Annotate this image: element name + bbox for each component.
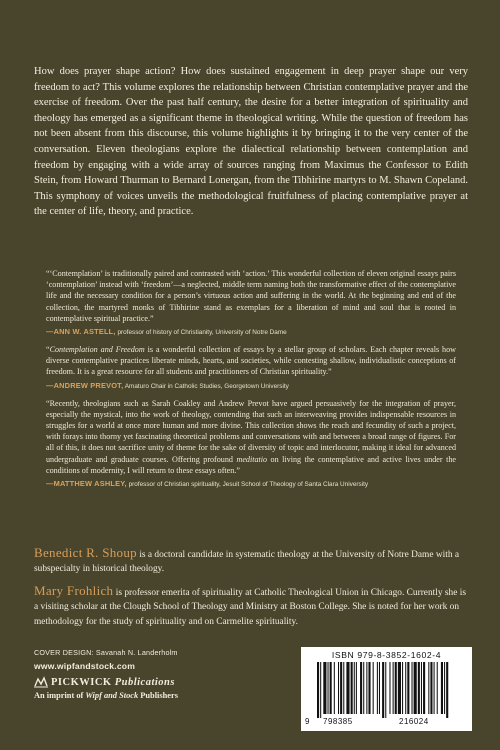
editor-name: Mary Frohlich bbox=[34, 582, 114, 598]
barcode-bar bbox=[366, 662, 367, 714]
endorsement-astell bbox=[46, 268, 456, 336]
barcode-bar bbox=[368, 662, 370, 714]
publisher-logo bbox=[34, 676, 254, 688]
barcode-bar bbox=[377, 662, 378, 714]
endorser-name: —MATTHEW ASHLEY, bbox=[46, 479, 127, 489]
barcode-bar bbox=[373, 662, 374, 714]
editor-bios bbox=[34, 546, 470, 636]
barcode-bar bbox=[334, 662, 335, 714]
barcode-bar bbox=[320, 662, 321, 718]
endorsement-text: “‘Contemplation’ is traditionally paired and contrasted with ‘action.’ This wonderful collection of eleven original essays pairs ‘contemplation’ instead with ‘freedom’—a neglected, middle term naming both the transformative effect of the contemplative life and the necessary condition for a person’s virtuous action and suffering in the world. At the beginning and end of the collection, the martyred monks of Tibhirine stand as exemplars for a liberation of mind and soul that is rooted in contemplative spiritual practice.” bbox=[46, 269, 456, 323]
barcode-bar bbox=[354, 662, 355, 714]
barcode-bar bbox=[338, 662, 339, 714]
barcode-bar bbox=[423, 662, 425, 714]
barcode-bar bbox=[343, 662, 344, 714]
publisher-name: PICKWICK Publications bbox=[51, 676, 175, 688]
endorser-name: —ANDREW PREVOT, bbox=[46, 380, 124, 390]
meditatio-italic: meditatio bbox=[236, 454, 268, 464]
barcode-bar bbox=[434, 662, 435, 714]
barcode-bar bbox=[363, 662, 364, 714]
bio-frohlich: Mary Frohlich is professor emerita of spirituality at Catholic Theological Union in Chicago. Currently she is a visiting scholar at the Clough School of Theology and Ministry at Boston College. She is noted for her work on methodology for the study of spirituality and on Carmelite spirituality. bbox=[34, 582, 466, 627]
barcode-bar bbox=[405, 662, 406, 714]
barcode-bar bbox=[328, 662, 329, 714]
endorsement-prevot bbox=[46, 344, 456, 390]
endorsement-text: “Contemplation and Freedom is a wonderful collection of essays by a stellar group of scholars. Each chapter reveals how diverse contemplative practices liberate minds, hearts, and societies, while contesting shallow, individualistic conceptions of freedom. It is a great resource for all students and practitioners of Christian spirituality.” bbox=[46, 345, 456, 377]
endorsement-attribution bbox=[46, 327, 456, 336]
pickwick-logo-icon bbox=[34, 676, 48, 688]
barcode-bar bbox=[389, 662, 390, 714]
endorser-title: professor of history of Christianity, University of Notre Dame bbox=[117, 329, 287, 337]
barcode-digits-left: 798385 bbox=[323, 717, 353, 726]
barcode-bar bbox=[360, 662, 362, 714]
barcode-bar bbox=[393, 662, 394, 714]
barcode-digits-right: 216024 bbox=[399, 717, 429, 726]
website-link[interactable]: www.wipfandstock.com bbox=[34, 661, 136, 671]
endorsement-text: “Recently, theologians such as Sarah Coakley and Andrew Prevot have argued persuasively for the integration of prayer, especially the mystical, into the work of theology, contending that such an interweaving provides indispensable resources in struggles for a world at once more human and more divine. This collection shows the reach and fecundity of such a project, with forays into thorny yet fascinating theoretical problems and conversations with and between a broad range of figures. For all of this, it does not sacrifice unity of theme for the sake of diversity of topic and interlocutor, making it ideal for advanced undergraduate and graduate courses. Offering profound meditatio on living the contemplative and active lives under the conditions of modernity, I will return to these essays often.” bbox=[46, 398, 456, 475]
imprint-line: An imprint of Wipf and Stock Publishers bbox=[34, 691, 178, 700]
barcode-bars bbox=[307, 662, 466, 718]
barcode-bar bbox=[428, 662, 429, 714]
editor-name: Benedict R. Shoup bbox=[34, 545, 137, 560]
barcode-bar bbox=[412, 662, 413, 714]
endorser-name: —ANN W. ASTELL, bbox=[46, 327, 116, 337]
barcode-bar bbox=[317, 662, 319, 718]
barcode-bar bbox=[446, 662, 448, 718]
barcode-bar bbox=[430, 662, 432, 714]
barcode-bar bbox=[407, 662, 409, 714]
endorsement-ashley bbox=[46, 398, 456, 488]
barcode-bar bbox=[398, 662, 401, 714]
barcode-bar bbox=[395, 662, 397, 714]
barcode-bar bbox=[444, 662, 445, 714]
isbn-label: ISBN 979-8-3852-1602-4 bbox=[331, 650, 442, 660]
barcode-bar bbox=[421, 662, 422, 714]
publisher-credits bbox=[34, 648, 254, 700]
barcode-bar bbox=[385, 662, 386, 718]
endorsement-attribution bbox=[46, 479, 456, 488]
barcode-bar bbox=[441, 662, 443, 714]
endorsements bbox=[46, 268, 456, 496]
barcode-bar bbox=[356, 662, 357, 714]
endorser-title: professor of Christian spirituality, Jesuit School of Theology of Santa Clara University bbox=[128, 481, 369, 489]
book-title-italic: Contemplation and Freedom bbox=[49, 345, 145, 355]
endorsement-attribution bbox=[46, 381, 456, 390]
barcode-bar bbox=[382, 662, 384, 718]
barcode-bar bbox=[351, 662, 353, 714]
barcode-bar bbox=[414, 662, 417, 714]
isbn-barcode bbox=[301, 647, 472, 731]
barcode-bar bbox=[418, 662, 420, 714]
endorser-title: Amaturo Chair in Catholic Studies, Georgetown University bbox=[124, 382, 289, 390]
barcode-bar bbox=[346, 662, 349, 714]
barcode-digit-first: 9 bbox=[305, 717, 310, 726]
barcode-bar bbox=[340, 662, 342, 714]
book-description: How does prayer shape action? How does sustained engagement in deep prayer shape our very freedom to act? This volume explores the relationship between Christian contemplative prayer and the exercise of freedom. Over the past half century, the desire for a better integration of spirituality and theology has emerged as a significant theme in theological writing. While the question of freedom has not been absent from this discourse, this volume highlights it by bringing it to the very center of the conversation. Eleven theologians explore the dialectical relationship between contemplation and freedom by engaging with a wide array of sources ranging from Maximus the Confessor to Edith Stein, from Howard Thurman to Bernard Lonergan, from the Tibhirine martyrs to M. Shawn Copeland. This symphony of voices unveils the methodological fruitfulness of placing contemplative prayer at the center of life, theory, and practice. bbox=[34, 66, 468, 218]
cover-design-credit: COVER DESIGN: Savanah N. Landerholm bbox=[34, 648, 178, 657]
barcode-bar bbox=[323, 662, 326, 714]
barcode-bar bbox=[379, 662, 380, 714]
barcode-bar bbox=[437, 662, 438, 714]
bio-shoup: Benedict R. Shoup is a doctoral candidate in systematic theology at the University of Notre Dame with a subspecialty in historical theology. bbox=[34, 545, 460, 575]
barcode-bar bbox=[330, 662, 332, 714]
barcode-bar bbox=[402, 662, 403, 714]
